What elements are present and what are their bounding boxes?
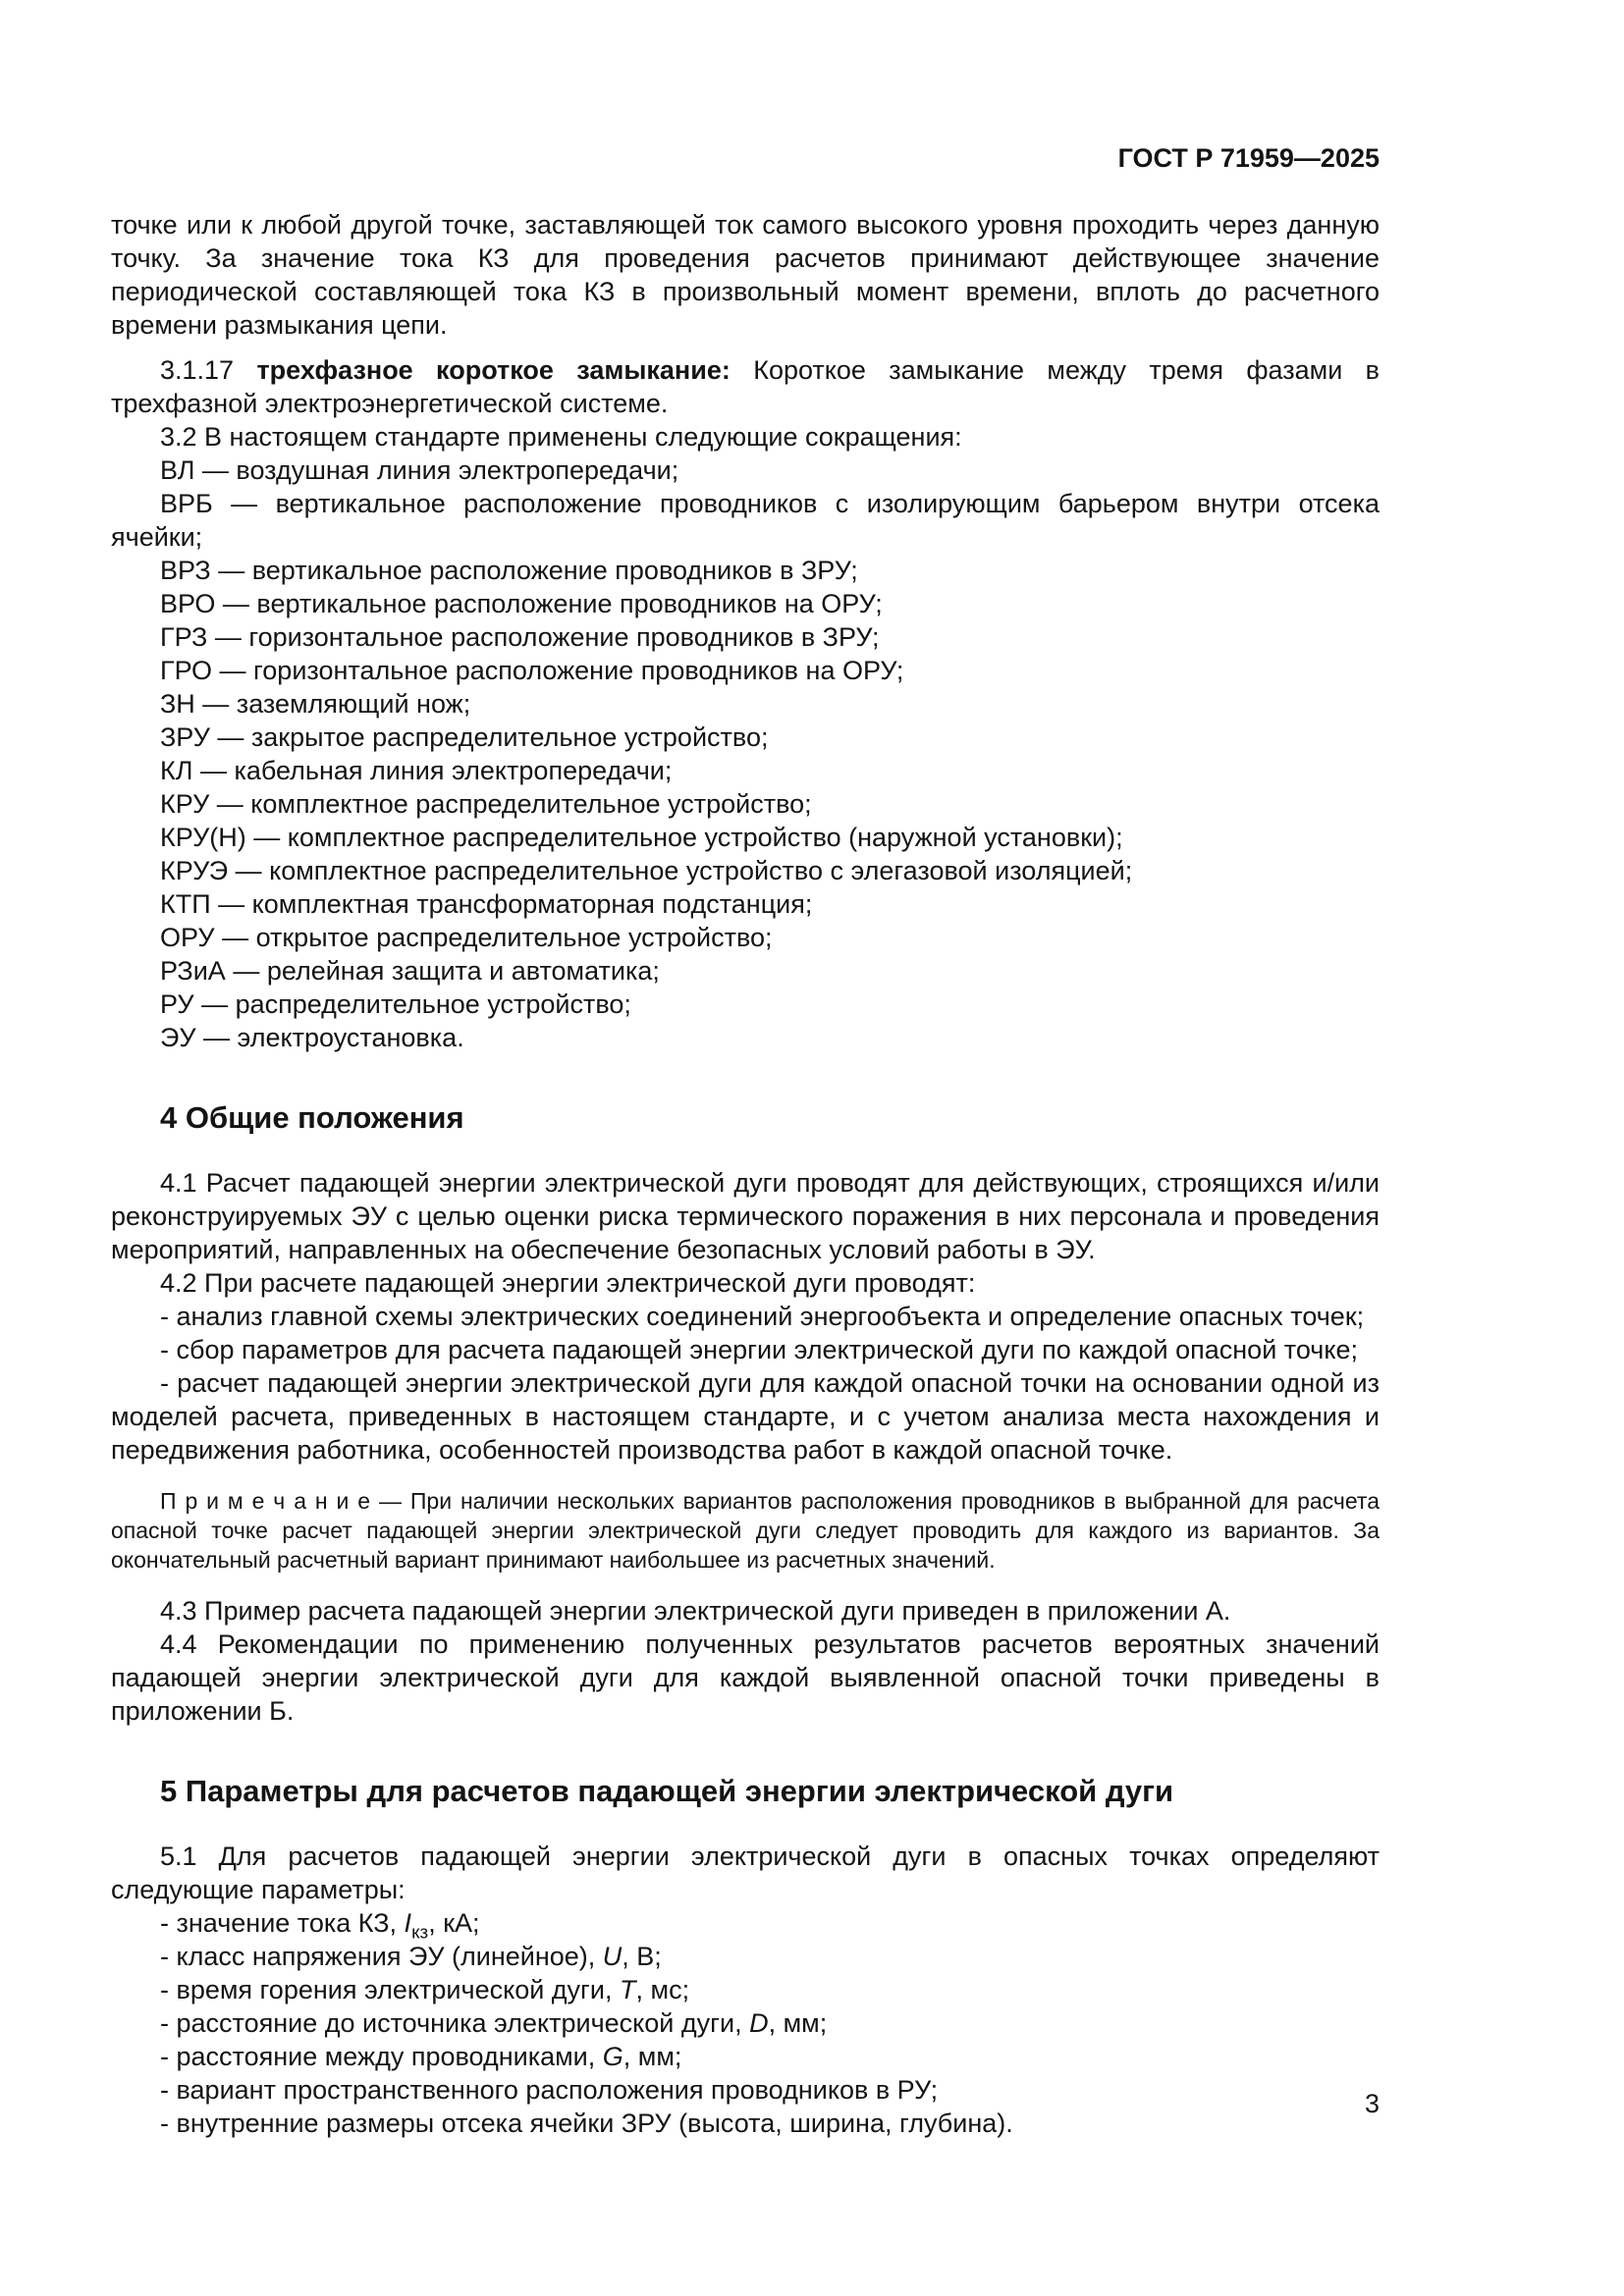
param-list-item [111,1940,1380,1973]
clause-4-1: 4.1 Расчет падающей энергии электрической дуги проводят для действующих, строящихся и/или реконструируемых ЭУ с целью оценки риска термического поражения в них персонала и проведения мероприятий, направленных на обеспечение безопасных условий работы в ЭУ. [111,1168,1380,1264]
abbreviation-item: ОРУ — открытое распределительное устройство; [160,923,773,952]
abbreviation-item: ЗН — заземляющий нож; [160,689,471,719]
page-content [111,208,1380,2140]
param-unit: , мс; [635,1975,690,2004]
abbreviation-item: КЛ — кабельная линия электропередачи; [160,756,673,785]
abbreviation-item: ЗРУ — закрытое распределительное устройство; [160,722,769,752]
page-number: 3 [1364,2089,1380,2118]
abbreviation-item: РУ — распределительное устройство; [160,989,631,1019]
param-unit: , мм; [768,2008,828,2038]
param-list-item [111,2040,1380,2073]
param-text: - расстояние до источника электрической дуги, [160,2008,750,2038]
clause-4-2-item: - сбор параметров для расчета падающей энергии электрической дуги по каждой опасной точке; [160,1335,1358,1364]
abbreviation-item: ЭУ — электроустановка. [160,1023,464,1052]
param-variable: G [602,2042,623,2071]
clause-4-2: 4.2 При расчете падающей энергии электрической дуги проводят: [160,1268,976,1298]
param-list-item [111,1973,1380,2006]
abbreviation-item: ГРО — горизонтальное расположение проводников на ОРУ; [160,656,904,685]
defined-term: трехфазное короткое замыкание: [256,355,731,385]
param-unit: , мм; [623,2042,682,2071]
param-text: - значение тока КЗ, [160,1908,405,1938]
clause-4-2-item: - расчет падающей энергии электрической дуги для каждой опасной точки на основании одной из моделей расчета, приведенных в настоящем стандарте, и с учетом анализа места нахождения и передвижения работника, особенностей производства работ в каждой опасной точке. [111,1368,1380,1465]
param-text: - вариант пространственного расположения проводников в РУ; [160,2075,939,2105]
clause-number: 3.1.17 [160,355,235,385]
section-5-title: 5 Параметры для расчетов падающей энергии электрической дуги [160,1774,1174,1808]
param-text: - расстояние между проводниками, [160,2042,603,2071]
param-list-item [111,1906,1380,1944]
param-text: - внутренние размеры отсека ячейки ЗРУ (высота, ширина, глубина). [160,2109,1013,2138]
param-variable: I [404,1908,412,1938]
abbreviation-item: ВРБ — вертикальное расположение проводников с изолирующим барьером внутри отсека ячейки; [111,489,1380,552]
abbreviation-item: КРУ(Н) — комплектное распределительное устройство (наружной установки); [160,823,1123,852]
param-list-item [111,2006,1380,2040]
abbreviation-item: КТП — комплектная трансформаторная подстанция; [160,889,813,919]
clause-3-1-17 [111,353,1380,420]
clause-4-2-item: - анализ главной схемы электрических соединений энергообъекта и определение опасных точек; [160,1302,1365,1331]
param-unit: , В; [622,1942,662,1971]
clause-3-2: 3.2 В настоящем стандарте применены следующие сокращения: [160,422,962,452]
clause-4-3: 4.3 Пример расчета падающей энергии электрической дуги приведен в приложении А. [160,1596,1231,1626]
abbreviation-item: КРУ — комплектное распределительное устройство; [160,789,812,819]
abbreviation-item: ГРЗ — горизонтальное расположение проводников в ЗРУ; [160,622,880,652]
abbreviation-item: РЗиА — релейная защита и автоматика; [160,956,660,986]
param-text: - время горения электрической дуги, [160,1975,620,2004]
param-variable: D [749,2008,769,2038]
param-text: - класс напряжения ЭУ (линейное), [160,1942,603,1971]
note-paragraph: П р и м е ч а н и е — При наличии нескольких вариантов расположения проводников в выбранной для расчета опасной точке расчет падающей энергии электрической дуги следует проводить для каждого из вариантов. За окончательный расчетный вариант принимают наибольшее из расчетных значений. [111,1488,1380,1573]
clause-5-1: 5.1 Для расчетов падающей энергии электрической дуги в опасных точках определяют следующие параметры: [111,1842,1380,1904]
term-definition: Короткое замыкание между тремя фазами в трехфазной электроэнергетической системе. [111,355,1380,418]
abbreviation-item: ВЛ — воздушная линия электропередачи; [160,455,679,485]
intro-paragraph: точке или к любой другой точке, заставляющей ток самого высокого уровня проходить через данную точку. За значение тока КЗ для проведения расчетов принимают действующее значение периодической составляющей тока КЗ в произвольный момент времени, вплоть до расчетного времени размыкания цепи. [111,210,1380,340]
abbreviation-item: ВРО — вертикальное расположение проводников на ОРУ; [160,589,883,618]
param-variable: T [620,1975,636,2004]
doc-number-header: ГОСТ Р 71959—2025 [1117,143,1380,173]
abbreviation-item: КРУЭ — комплектное распределительное устройство с элегазовой изоляцией; [160,856,1133,885]
clause-4-4: 4.4 Рекомендации по применению полученных результатов расчетов вероятных значений падающей энергии электрической дуги для каждой выявленной опасной точки приведены в приложении Б. [111,1629,1380,1726]
param-subscript: кз [411,1922,429,1944]
section-4-title: 4 Общие положения [160,1100,464,1135]
param-unit: , кА; [428,1908,480,1938]
param-variable: U [602,1942,623,1971]
abbreviation-item: ВРЗ — вертикальное расположение проводников в ЗРУ; [160,556,858,585]
